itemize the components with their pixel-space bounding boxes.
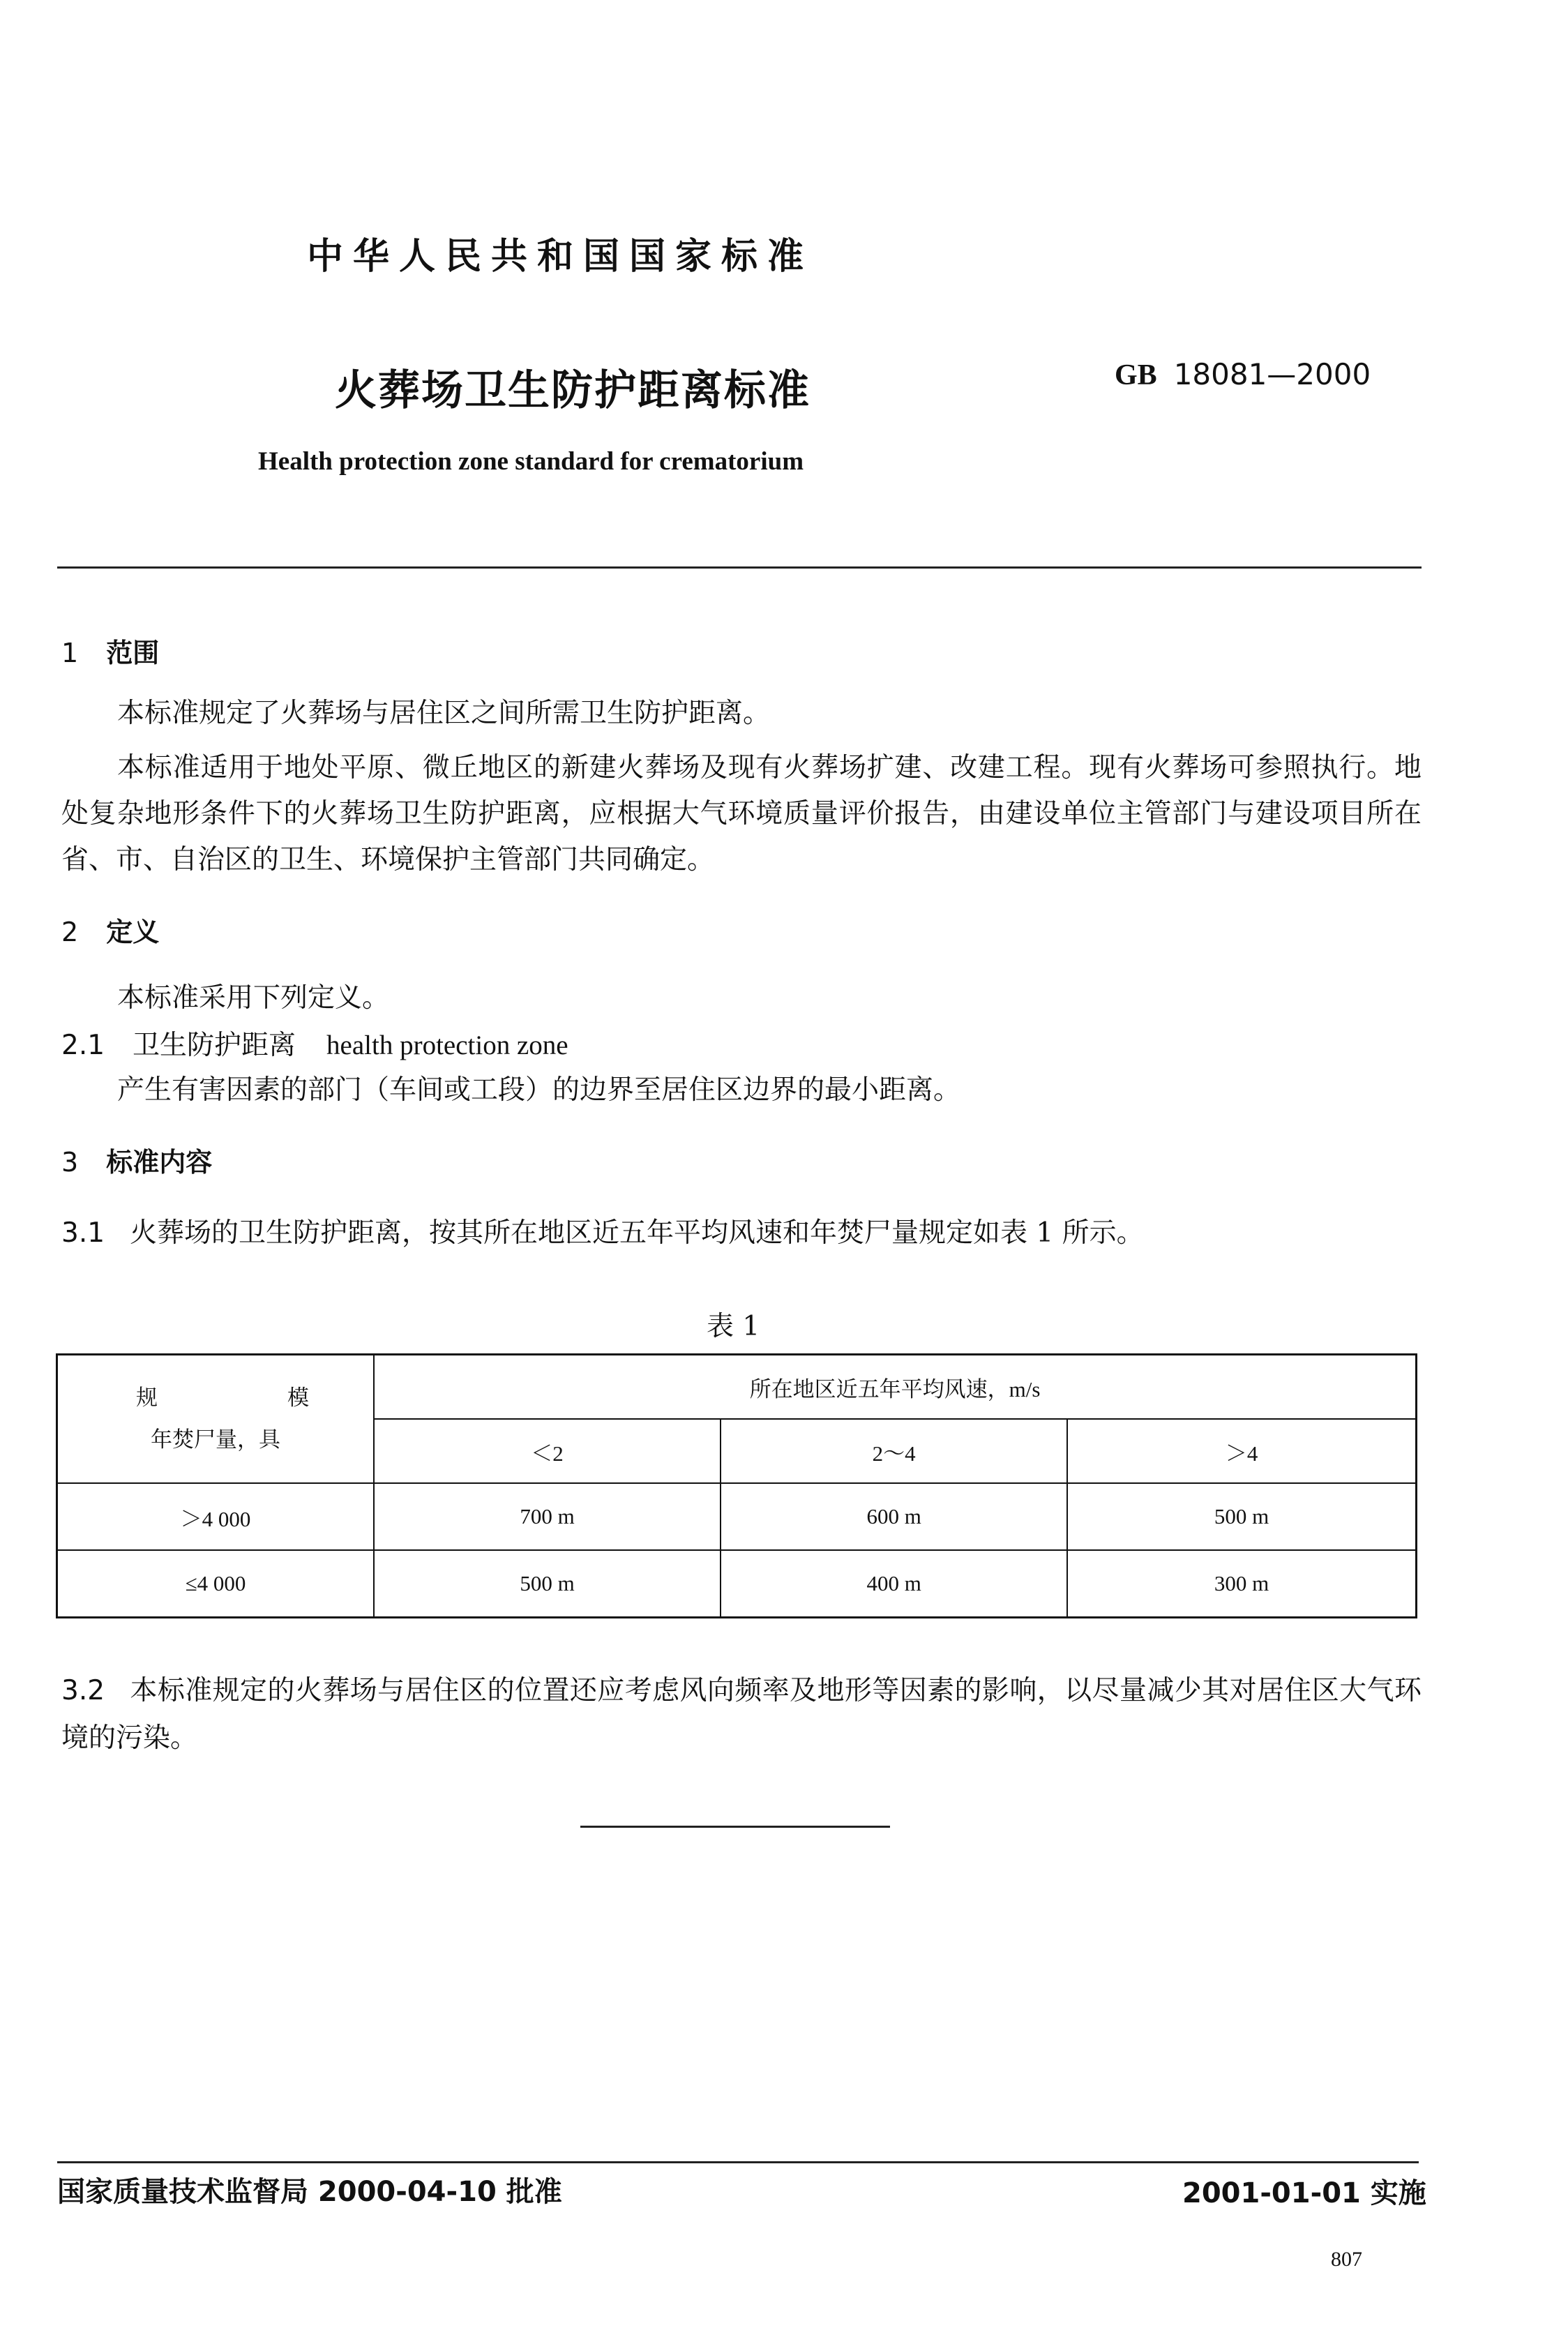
section-2-number: 2 xyxy=(61,917,79,947)
table-header-row xyxy=(57,1355,1417,1420)
table-row xyxy=(57,1550,1417,1618)
row-1-value-3: 500 m xyxy=(1067,1483,1416,1550)
section-2-paragraph: 本标准采用下列定义。 xyxy=(117,982,390,1014)
english-title: Health protection zone standard for crematorium xyxy=(258,447,804,476)
row-2-value-1: 500 m xyxy=(374,1550,721,1618)
approval-line: 国家质量技术监督局 2000-04-10 批准 xyxy=(57,2176,562,2208)
scale-header-cell xyxy=(57,1355,375,1484)
section-1-title: 范围 xyxy=(106,638,160,668)
wind-speed-header: 所在地区近五年平均风速，m/s xyxy=(374,1355,1417,1420)
page-number: 807 xyxy=(1331,2248,1362,2271)
clause-3-1-number: 3.1 xyxy=(61,1217,105,1249)
standard-code xyxy=(1115,357,1371,392)
scale-label xyxy=(58,1377,373,1419)
implementation-date: 2001-01-01 实施 xyxy=(1182,2177,1426,2209)
document-title: 火葬场卫生防护距离标准 xyxy=(335,366,811,415)
definition-text: 产生有害因素的部门（车间或工段）的边界至居住区边界的最小距离。 xyxy=(117,1074,961,1106)
section-2-heading xyxy=(61,910,159,949)
clause-3-2-number: 3.2 xyxy=(61,1675,105,1706)
scale-label-a: 规 xyxy=(136,1385,158,1410)
section-1-heading xyxy=(61,631,159,670)
row-2-value-3: 300 m xyxy=(1067,1550,1416,1618)
table-row xyxy=(57,1483,1417,1550)
wind-col-1: ＜2 xyxy=(374,1419,721,1483)
clause-3-1 xyxy=(61,1210,1144,1256)
scale-label-b: 模 xyxy=(287,1385,309,1410)
row-1-value-2: 600 m xyxy=(721,1483,1067,1550)
scale-sub-label: 年焚尸量，具 xyxy=(151,1427,280,1452)
clause-3-2 xyxy=(61,1667,1422,1762)
term-chinese: 卫生防护距离 xyxy=(133,1030,296,1061)
section-3-heading xyxy=(61,1141,212,1179)
gb-number: 18081—2000 xyxy=(1173,357,1371,391)
section-1-number: 1 xyxy=(61,638,79,668)
section-1-paragraph-1: 本标准规定了火葬场与居住区之间所需卫生防护距离。 xyxy=(117,698,771,729)
wind-col-2: 2～4 xyxy=(721,1419,1067,1483)
clause-3-1-text: 火葬场的卫生防护距离，按其所在地区近五年平均风速和年焚尸量规定如表 1 所示。 xyxy=(130,1217,1144,1249)
header-divider xyxy=(57,566,1422,569)
footer-divider xyxy=(57,2161,1419,2163)
row-2-scale: ≤4 000 xyxy=(57,1550,375,1618)
wind-col-3: ＞4 xyxy=(1067,1419,1416,1483)
table-caption: 表 1 xyxy=(707,1311,760,1342)
section-1-paragraph-2: 本标准适用于地处平原、微丘地区的新建火葬场及现有火葬场扩建、改建工程。现有火葬场可参照执行。地处复杂地形条件下的火葬场卫生防护距离，应根据大气环境质量评价报告，由建设单位主管部门与建设项目所在省、市、自治区的卫生、环境保护主管部门共同确定。 xyxy=(61,752,1422,876)
distance-table xyxy=(56,1353,1417,1618)
row-2-value-2: 400 m xyxy=(721,1550,1067,1618)
definition-term-line xyxy=(61,1023,568,1069)
national-standard-heading: 中华人民共和国国家标准 xyxy=(307,236,814,278)
section-3-number: 3 xyxy=(61,1147,79,1178)
term-english: health protection zone xyxy=(326,1030,568,1060)
clause-3-2-text: 本标准规定的火葬场与居住区的位置还应考虑风向频率及地形等因素的影响，以尽量减少其对居住区大气环境的污染。 xyxy=(61,1675,1422,1754)
row-1-scale: ＞4 000 xyxy=(57,1483,375,1550)
end-of-text-rule xyxy=(580,1826,890,1828)
section-2-title: 定义 xyxy=(106,917,160,947)
subsection-2-1-number: 2.1 xyxy=(61,1030,105,1061)
row-1-value-1: 700 m xyxy=(374,1483,721,1550)
section-3-title: 标准内容 xyxy=(106,1147,213,1178)
gb-prefix: GB xyxy=(1115,359,1157,391)
